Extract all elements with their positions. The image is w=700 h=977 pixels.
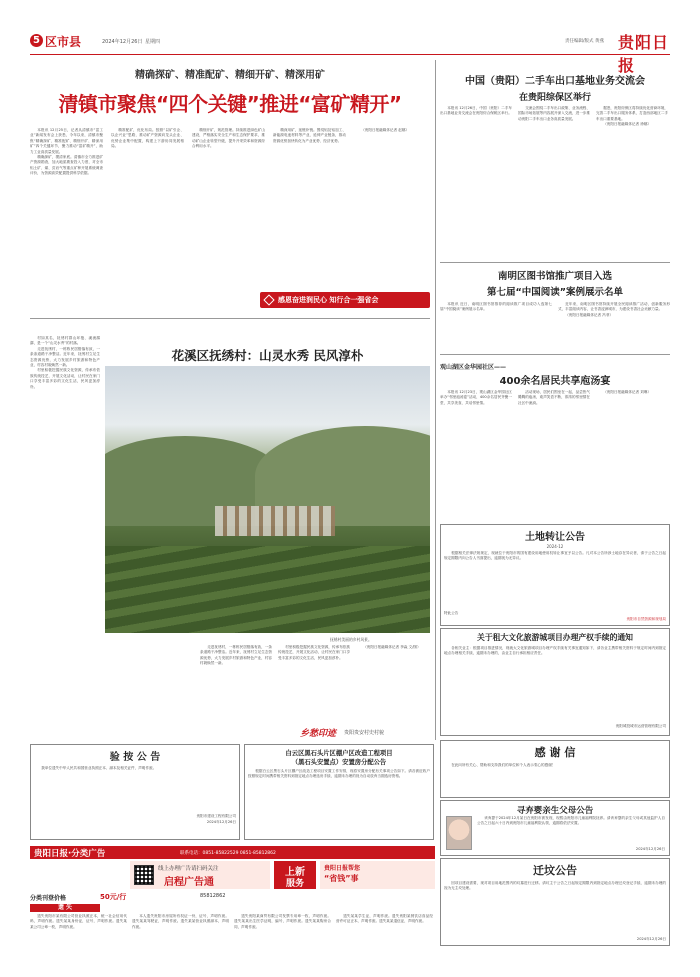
guanshan-paragraph: 本报讯 12月23日，观山湖区金华园社区举办“邻里庖汤宴”活动，400余名居民齐聚一堂，共享美食，共话邻里情。	[440, 390, 512, 405]
masthead-rule	[30, 54, 670, 55]
series-logo: 乡愁印迹	[300, 729, 337, 739]
library-column	[558, 302, 670, 350]
thanks-paragraph: 在此向所有关心、帮助和支持我们的单位和个人表示衷心的感谢！	[451, 763, 556, 767]
right-top-title-1: 中国（贵阳）二手车出口基地业务交流会	[465, 76, 645, 87]
right-top-column	[518, 106, 590, 276]
baiyun-notice	[244, 744, 434, 840]
library-paragraph: 近年来，南明区图书馆持续开展全民阅读推广活动，创新服务形式，丰富阅读内容，让书香浸润城市，为建设书香社会贡献力量。	[558, 302, 670, 312]
photo-story-paragraph: 走进抚绣村，一栋栋民居错落有致，一条条道路干净整洁。近年来，抚绣村立足生态资源优势，大力发展乡村旅游和特色产业，村容村貌焕然一新。	[30, 346, 100, 368]
right-top-body	[440, 106, 670, 276]
price-row	[30, 892, 270, 902]
photo-story-paragraph: 村里积极挖掘民族文化资源，传承布依族传统技艺，开展文化活动，让村民在家门口享受丰富多彩的文化生活，民风更加淳朴。	[30, 368, 100, 389]
theme-banner	[260, 292, 430, 308]
photo-story-column	[278, 645, 350, 725]
classified-bar	[30, 846, 435, 859]
banner-text: 感恩奋进润民心 知行合一强省会	[278, 296, 379, 304]
online-ad-banner	[130, 861, 270, 889]
village-series-footer	[300, 726, 430, 738]
sidebar-sub: “省钱”事	[324, 874, 359, 883]
acceptance-body	[34, 766, 236, 814]
guanshan-tail: （贵阳日报融媒体记者 刘琳）	[603, 390, 652, 394]
grave-relocation-notice	[440, 858, 670, 946]
classified-section	[30, 846, 435, 946]
baiyun-title-1: 白云区黑石头片区棚户区改造工程项目	[285, 750, 393, 757]
relocation-body	[444, 881, 666, 937]
relocation-title: 迁坟公告	[533, 864, 577, 877]
lead-paragraph: 精准配矿，优化布局。按照“以矿引企、以企兴业”思路，推动矿产资源向龙头企业、优势企业集中配置，构建上下游协同发展格局。	[111, 128, 184, 149]
guanshan-column	[440, 390, 512, 490]
baiyun-body	[248, 769, 430, 831]
ad-slogan-1: 线上办理广告请扫码关注	[158, 866, 219, 872]
photo-caption: 抚绣村美丽的乡村风景。	[330, 637, 372, 642]
right-top-paragraph: 交流会围绕二手车出口政策、业务流程、国际市场拓展等内容展开深入交流，进一步推动贵阳二手车出口业务高质量发展。	[518, 106, 590, 121]
field-terraces	[105, 546, 430, 633]
acceptance-date: 2024年12月26日	[206, 820, 236, 824]
rental-body	[444, 646, 666, 724]
lead-kicker: 精确探矿、精准配矿、精细开矿、精深用矿	[135, 70, 325, 81]
phone-number: 85812862	[200, 893, 226, 899]
guanshan-column	[518, 390, 590, 490]
savings-sidebar	[320, 861, 435, 889]
lead-paragraph: 精深用矿，延链补链。围绕铝及铝加工、新能源电池材料等产业，延伸产业链条，推动资源优势加快转化为产业优势、经济优势。	[273, 128, 346, 143]
acceptance-issuer: 贵阳市建设工程有限公司	[196, 814, 236, 818]
news-feature-sidebar-icon	[263, 294, 274, 305]
photo-story-intro: 村如其名，抚绣村群山环抱、溪流潺潺，是一个“山灵水秀”的村落。	[30, 336, 100, 346]
lead-column-2	[111, 128, 184, 310]
classified-column	[234, 914, 331, 946]
section-divider	[440, 262, 670, 263]
village-houses	[215, 506, 335, 536]
land-title: 土地转让公告	[525, 532, 585, 543]
guanshan-kicker: 观山湖区金华园社区——	[440, 364, 507, 371]
rental-notice	[440, 628, 670, 736]
missing-date: 2024年12月26日	[635, 847, 665, 851]
photo-story-column	[356, 645, 428, 725]
acceptance-notice	[30, 744, 240, 840]
new-label: 上新	[285, 867, 305, 878]
right-top-column	[596, 106, 668, 276]
thanks-body	[444, 763, 666, 793]
guanshan-paragraph: 活动现场，居民们围坐在一起，品尝热气腾腾的庖汤，欢声笑语不断，浓浓的邻里情在社区中流淌。	[518, 390, 590, 405]
rental-issuer: 贵阳城投城市运营管理有限公司	[615, 724, 666, 728]
thanks-title: 感 谢 信	[534, 746, 576, 759]
lead-intro: 本报讯 12月25日，记者从清镇市“富工业”新闻发布会上获悉，今年以来，清镇市聚焦“精确探矿、精准配矿、精细开矿、精深用矿”四个关键环节，聚力推动“富矿精开”，助力工业高质量发展。	[30, 128, 103, 154]
baiyun-paragraph: 根据白云区黑石头片区棚户区改造工程项目安置工作安排，现将安置房分配有关事项公告如下。请各被征收户按照规定时间携带相关资料到指定地点办理选房手续，逾期未办理的视为自动放弃当期选房资格。	[248, 769, 430, 779]
landscape-photo-icon	[105, 366, 430, 633]
classified-columns	[30, 914, 435, 946]
lead-body	[30, 128, 430, 310]
right-top-title-2: 在贵阳综保区举行	[518, 93, 591, 103]
photo-story-column-1	[30, 336, 100, 716]
section-name: 区市县	[45, 35, 82, 49]
library-body	[440, 302, 670, 350]
photo-story-paragraph: 村里积极挖掘民族文化资源，传承布依族传统技艺，开展文化活动，让村民在家门口享受丰富多彩的文化生活，民风更加淳朴。	[278, 645, 350, 660]
new-service-badge	[274, 861, 316, 889]
photo-story-column	[200, 645, 272, 725]
photo-story-headline: 花溪区抚绣村：山灵水秀 民风淳朴	[171, 348, 364, 363]
photo-credit: （贵阳日报融媒体记者 李淼 文/图）	[363, 645, 421, 649]
classified-listing: 本人遗失贵阳市房屋所有权证一份，证号，声明作废。遗失某某驾驶证，声明作废。遗失某某营业执照副本，声明作废。	[132, 914, 229, 929]
library-tail: （贵阳日报融媒体记者 冯菲）	[565, 312, 614, 317]
missing-parents-notice	[440, 800, 670, 856]
photo-story-paragraph: 走进抚绣村，一栋栋民居错落有致，一条条道路干净整洁。近年来，抚绣村立足生态资源优势，大力发展乡村旅游和特色产业，村容村貌焕然一新。	[200, 645, 272, 666]
masthead	[30, 30, 670, 75]
library-title-1: 南明区图书馆推广项目入选	[497, 271, 612, 282]
acceptance-title: 验 按 公 告	[109, 752, 161, 763]
guanshan-column	[596, 390, 668, 490]
classified-title: 贵阳日报·分类广告	[34, 849, 106, 859]
right-top-paragraph: 本报讯 12月26日，中国（贵阳）二手车出口基地业务交流会在贵阳综合保税区举行。	[440, 106, 512, 116]
lead-tail: （贵阳日报融媒体记者 赵娜）	[361, 128, 410, 132]
right-top-paragraph: 据悉，贵阳综保区将持续优化营商环境，完善二手车出口服务体系，打造西部地区二手车出口重要基地。	[596, 106, 668, 121]
classified-listing: 遗失贵阳市某有限公司营业执照正本，统一社会信用代码，声明作废。遗失某某身份证，证号，声明作废。遗失某某公司公章一枚，声明作废。	[30, 914, 127, 929]
column-divider	[435, 60, 436, 740]
acceptance-paragraph: 我单位遗失中华人民共和国营业执照正本、副本及相关证件，声明作废。	[41, 766, 157, 770]
price-value: 50元/行	[100, 893, 127, 901]
right-top-column	[440, 106, 512, 276]
baby-portrait-icon	[446, 816, 472, 850]
price-label: 分类刊登价格	[30, 895, 67, 902]
thanks-notice	[440, 740, 670, 798]
guanshan-title: 400余名居民共享庖汤宴	[499, 376, 611, 387]
section-divider	[440, 354, 670, 355]
lead-column-1	[30, 128, 103, 310]
lead-column-3	[192, 128, 265, 310]
section-divider	[30, 318, 430, 319]
photo-story-lower	[200, 645, 430, 725]
rental-title: 关于租大文化旅游城项目办理产权手续的通知	[477, 633, 633, 642]
land-transfer-notice	[440, 524, 670, 626]
land-body	[444, 551, 666, 611]
editor-credit: 责任编辑/版式 黄燕	[565, 39, 604, 44]
missing-paragraph: 该弃婴于2024年12月某日在贵阳市被发现，现暂由贵阳市儿童福利院抚养。请该弃婴的亲生父母或其他监护人自公告之日起六十日内到贵阳市儿童福利院认领，逾期将依法安置。	[477, 816, 665, 826]
qr-code-icon	[134, 865, 154, 885]
classified-column	[30, 914, 127, 946]
sidebar-title: 贵阳日报帮您	[324, 865, 361, 872]
lead-column-5	[354, 128, 427, 310]
guanshan-body	[440, 390, 670, 490]
lead-paragraph: 精确探矿，摸清家底。清镇市全力推进矿产资源勘查，加大地质勘查投入力度，对全市铝土矿、煤、页岩气等重点矿种开展系统调查评价，为资源高效配置提供科学依据。	[30, 155, 103, 176]
issue-weekday: 星期四	[145, 39, 161, 45]
land-sign: 特此公告	[444, 611, 459, 615]
lead-paragraph: 精细开矿，规范管理。持续推进绿色矿山建设，严格落实安全生产和生态保护要求，推动矿山企业转型升级，提升开采效率和资源综合利用水平。	[192, 128, 265, 149]
library-column	[440, 302, 552, 350]
classified-phone: 联系电话：0851-85822529 0851-85812862	[180, 851, 276, 856]
issue-date: 2024年12月26日	[102, 39, 143, 45]
baiyun-title-2: （黑石头安置点）安置房分配公告	[291, 759, 387, 766]
missing-body	[477, 816, 665, 846]
right-top-tail: （贵阳日报融媒体记者 徐娜）	[603, 122, 652, 127]
library-title-2: 第七届“中国阅读”案例展示名单	[487, 287, 623, 298]
land-issuer: 贵阳市自然资源和规划局	[626, 617, 666, 621]
page-number: 5	[33, 35, 40, 46]
relocation-date: 2024年12月26日	[636, 937, 666, 941]
lost-title: 遗 失	[57, 904, 73, 911]
classified-column	[132, 914, 229, 946]
classified-listing: 遗失贵阳某商贸有限公司发票专用章一枚，声明作废。遗失某某出生医学证明，编号，声明作废。遗失某某购房合同，声明作废。	[234, 914, 331, 929]
library-paragraph: 本报讯 近日，南明区图书馆推荐的阅读推广项目成功入选第七届“中国阅读”案例展示名单。	[440, 302, 552, 312]
land-paragraph: 根据相关法律法规规定，现就位于贵阳市的国有建设用地使用权转让事宜予以公告。凡对本公告所涉土地存在异议者，请于公告之日起规定期限内向公告人书面提出，逾期视为无异议。	[444, 551, 666, 561]
missing-title: 寻弃婴亲生父母公告	[516, 806, 594, 816]
relocation-paragraph: 因项目建设需要，现对项目用地范围内的坟墓进行迁移。请坟主于公告之日起规定期限内到指定地点办理迁坟登记手续，逾期未办理的视为无主坟处理。	[444, 881, 666, 891]
new-label-2: 服务	[285, 879, 304, 889]
classified-listing: 遗失某某学生证，声明作废。遗失贵阳某餐饮店食品经营许可证正本，声明作废。遗失某某退伍证，声明作废。	[336, 914, 433, 924]
series-subtitle: 贵阳贵安村史村貌	[344, 730, 385, 736]
paper-logo: 贵阳日报	[618, 33, 670, 75]
land-date: 2024-12	[546, 544, 564, 549]
classified-column	[336, 914, 433, 946]
lead-headline: 清镇市聚焦“四个关键”推进“富矿精开”	[58, 92, 402, 116]
lead-column-4	[273, 128, 346, 310]
ad-slogan-2: 启程广告通	[164, 877, 214, 888]
rental-paragraph: 各相关业主：根据项目推进情况，现就大文化旅游城项目办理产权手续有关事宜通知如下，请各业主携带相关资料于规定时间内到指定地点办理相关手续，逾期未办理的，由业主自行承担相应责任。	[444, 646, 666, 656]
lost-title-box	[30, 904, 100, 912]
